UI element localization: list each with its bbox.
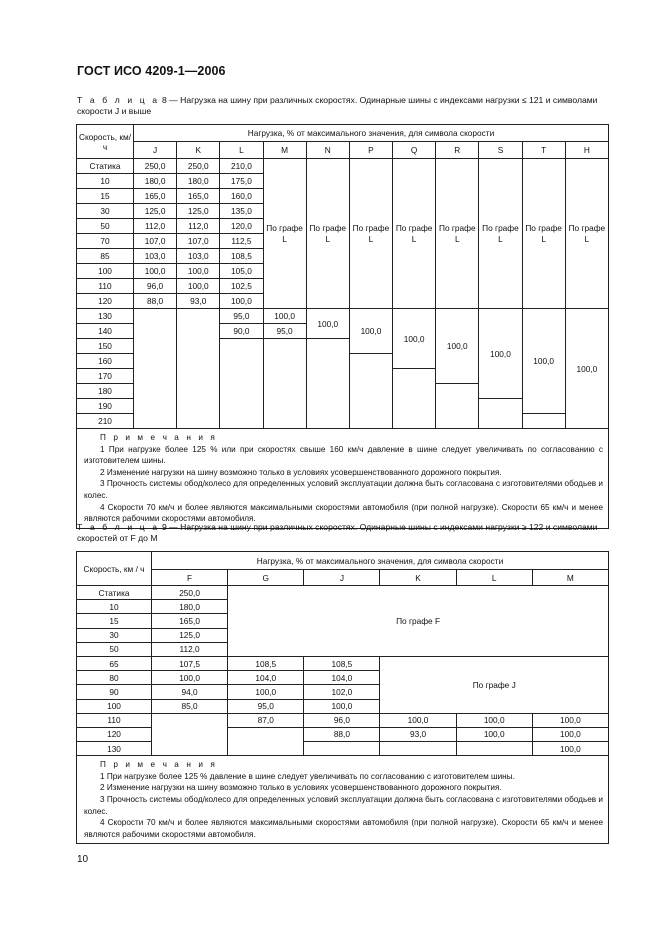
speed-cell: 100 <box>77 699 152 713</box>
table-cell <box>380 742 456 756</box>
table-cell: 100,0 <box>220 294 263 309</box>
note-text: 2 Изменение нагрузки на шину возможно только в условиях усовершенствованного дорожного покрытия. <box>100 783 502 793</box>
table-cell: 102,5 <box>220 279 263 294</box>
speed-cell: 10 <box>77 600 152 614</box>
per-column-cell: По графе F <box>228 586 609 657</box>
symbol-header: Q <box>393 142 436 159</box>
page-number: 10 <box>77 854 89 865</box>
table9 <box>76 551 609 844</box>
speed-cell: 130 <box>77 309 134 324</box>
table-cell: 250,0 <box>134 159 177 174</box>
table-cell: 100,0 <box>263 309 306 324</box>
dash-cell <box>479 399 522 429</box>
note-text: 2 Изменение нагрузки на шину возможно только в условиях усовершенствованного дорожного покрытия. <box>100 467 502 477</box>
symbol-header: M <box>263 142 306 159</box>
speed-cell: 110 <box>77 713 152 727</box>
speed-cell: 90 <box>77 685 152 699</box>
speed-cell: 160 <box>77 354 134 369</box>
table-cell <box>456 742 532 756</box>
table-cell: 88,0 <box>304 727 380 741</box>
symbol-header: K <box>380 570 456 586</box>
table9-caption-text: 9 — Нагрузка на шину при различных скоростях. Одинарные шины с индексами нагрузки ≥ 122 и символами скоростей от F до M <box>77 522 598 543</box>
table-row <box>77 309 609 324</box>
table-cell: 93,0 <box>380 727 456 741</box>
symbol-header: L <box>456 570 532 586</box>
table-cell: 95,0 <box>263 324 306 339</box>
table8-notes <box>77 429 609 529</box>
table-cell: 100,0 <box>349 309 392 354</box>
dash-cell <box>220 339 263 429</box>
table-cell: 175,0 <box>220 174 263 189</box>
table-cell: 112,0 <box>152 642 228 656</box>
table8-caption <box>77 95 613 117</box>
symbol-header: P <box>349 142 392 159</box>
speed-cell: 85 <box>77 249 134 264</box>
note-text: 1 При нагрузке более 125 % давление в шине следует увеличивать по согласованию с изготовителем шины. <box>100 771 515 781</box>
table-cell: 108,5 <box>220 249 263 264</box>
speed-cell: 50 <box>77 642 152 656</box>
symbol-header: J <box>134 142 177 159</box>
table-row <box>77 142 609 159</box>
speed-cell: 30 <box>77 204 134 219</box>
table-cell: 100,0 <box>177 279 220 294</box>
table-cell: 100,0 <box>479 309 522 399</box>
table-cell: 250,0 <box>177 159 220 174</box>
table-row <box>77 656 609 670</box>
symbol-header: M <box>532 570 608 586</box>
table-cell: 93,0 <box>177 294 220 309</box>
symbol-header: G <box>228 570 304 586</box>
table8 <box>76 124 609 529</box>
dash-cell <box>349 354 392 429</box>
note-text: 1 При нагрузке более 125 % или при скоростях свыше 160 км/ч давление в шине следует увеличивать по согласованию с изготовителем шины. <box>84 444 603 466</box>
table-cell: 100,0 <box>456 727 532 741</box>
table-cell: 104,0 <box>304 671 380 685</box>
table-cell: 120,0 <box>220 219 263 234</box>
table-cell: 105,0 <box>220 264 263 279</box>
table-row <box>77 586 609 600</box>
table-cell: 135,0 <box>220 204 263 219</box>
symbol-header: K <box>177 142 220 159</box>
symbol-header: F <box>152 570 228 586</box>
dash-cell <box>306 339 349 429</box>
table-cell: 125,0 <box>134 204 177 219</box>
dash-cell <box>228 727 304 755</box>
notes-title: П р и м е ч а н и я <box>100 760 218 770</box>
speed-cell: 80 <box>77 671 152 685</box>
dash-cell <box>134 309 177 429</box>
table-cell: 180,0 <box>134 174 177 189</box>
table-cell: 108,5 <box>228 656 304 670</box>
table-cell: 103,0 <box>177 249 220 264</box>
note-text: 4 Скорости 70 км/ч и более являются максимальными скоростями автомобиля (при полной нагрузке). Скорости 65 км/ч и менее являются рабочими скоростями автомобиля. <box>84 818 603 839</box>
per-column-cell: По графе J <box>380 656 609 713</box>
table-cell: 165,0 <box>134 189 177 204</box>
speed-cell: 130 <box>77 742 152 756</box>
table-cell: 210,0 <box>220 159 263 174</box>
table-cell: 96,0 <box>304 713 380 727</box>
table-cell: 100,0 <box>532 742 608 756</box>
document-header: ГОСТ ИСО 4209-1—2006 <box>77 64 226 78</box>
dash-cell <box>177 309 220 429</box>
table-cell: 88,0 <box>134 294 177 309</box>
table-cell: 103,0 <box>134 249 177 264</box>
table-cell: 96,0 <box>134 279 177 294</box>
speed-cell: 210 <box>77 414 134 429</box>
load-header: Нагрузка, % от максимального значения, для символа скорости <box>152 552 609 570</box>
note-text: 4 Скорости 70 км/ч и более являются максимальными скоростями автомобиля (при полной нагрузке). Скорости 65 км/ч и менее являются рабочими скоростями автомобиля. <box>84 502 603 524</box>
table-cell: 85,0 <box>152 699 228 713</box>
table-cell: 100,0 <box>134 264 177 279</box>
speed-cell: 120 <box>77 727 152 741</box>
table8-caption-prefix: Т а б л и ц а <box>77 95 160 105</box>
table-row <box>77 570 609 586</box>
table-row <box>77 159 609 174</box>
speed-cell: 120 <box>77 294 134 309</box>
table-cell: 112,0 <box>177 219 220 234</box>
table-cell: 100,0 <box>436 309 479 384</box>
table-cell: 112,5 <box>220 234 263 249</box>
table-cell <box>304 742 380 756</box>
table-cell: 160,0 <box>220 189 263 204</box>
speed-cell: 15 <box>77 189 134 204</box>
table-cell: 250,0 <box>152 586 228 600</box>
speed-cell: 30 <box>77 628 152 642</box>
table-cell: 94,0 <box>152 685 228 699</box>
table-cell: 100,0 <box>522 309 565 414</box>
table-cell: 107,5 <box>152 656 228 670</box>
speed-header: Скорость, км/ч <box>77 125 134 159</box>
symbol-header: H <box>565 142 608 159</box>
table-cell: 100,0 <box>177 264 220 279</box>
table-cell: 108,5 <box>304 656 380 670</box>
table-cell: 95,0 <box>228 699 304 713</box>
table-cell: 100,0 <box>152 671 228 685</box>
table-cell: 180,0 <box>152 600 228 614</box>
table-cell: 125,0 <box>152 628 228 642</box>
table9-caption <box>77 522 613 544</box>
table-cell: 100,0 <box>532 713 608 727</box>
speed-cell: 70 <box>77 234 134 249</box>
symbol-header: R <box>436 142 479 159</box>
table-cell: 100,0 <box>380 713 456 727</box>
table-cell: 107,0 <box>177 234 220 249</box>
table-cell: 100,0 <box>456 713 532 727</box>
symbol-header: J <box>304 570 380 586</box>
table-cell: 100,0 <box>304 699 380 713</box>
symbol-header: T <box>522 142 565 159</box>
dash-cell <box>152 713 228 756</box>
speed-cell: 15 <box>77 614 152 628</box>
per-column-cell: По графе L <box>436 159 479 309</box>
table-cell: 107,0 <box>134 234 177 249</box>
table-cell: 100,0 <box>306 309 349 339</box>
per-column-cell: По графе L <box>479 159 522 309</box>
table-cell: 100,0 <box>393 309 436 369</box>
per-column-cell: По графе L <box>565 159 608 309</box>
speed-header: Скорость, км / ч <box>77 552 152 586</box>
symbol-header: N <box>306 142 349 159</box>
load-header: Нагрузка, % от максимального значения, для символа скорости <box>134 125 609 142</box>
per-column-cell: По графе L <box>306 159 349 309</box>
speed-cell: 110 <box>77 279 134 294</box>
table-cell: 104,0 <box>228 671 304 685</box>
table-cell: 112,0 <box>134 219 177 234</box>
speed-cell: 180 <box>77 384 134 399</box>
speed-cell: 50 <box>77 219 134 234</box>
speed-cell: 150 <box>77 339 134 354</box>
table-cell: 125,0 <box>177 204 220 219</box>
speed-cell: 170 <box>77 369 134 384</box>
per-column-cell: По графе L <box>263 159 306 309</box>
table-cell: 165,0 <box>152 614 228 628</box>
speed-cell: 65 <box>77 656 152 670</box>
table-cell: 100,0 <box>532 727 608 741</box>
notes-title: П р и м е ч а н и я <box>100 433 218 442</box>
dash-cell <box>522 414 565 429</box>
table8-caption-text: 8 — Нагрузка на шину при различных скоростях. Одинарные шины с индексами нагрузки ≤ 121 и символами скорости J и выше <box>77 95 598 116</box>
per-column-cell: По графе L <box>522 159 565 309</box>
table-row <box>77 552 609 570</box>
table-row <box>77 429 609 529</box>
table-cell: 102,0 <box>304 685 380 699</box>
note-text: 3 Прочность системы обод/колесо для определенных условий эксплуатации должна быть согласована с изготовителями ободьев и колес. <box>84 479 603 500</box>
per-column-cell: По графе L <box>393 159 436 309</box>
speed-cell: 190 <box>77 399 134 414</box>
table-row <box>77 125 609 142</box>
per-column-cell: По графе L <box>349 159 392 309</box>
symbol-header: S <box>479 142 522 159</box>
table-cell: 180,0 <box>177 174 220 189</box>
table-cell: 100,0 <box>228 685 304 699</box>
speed-cell: 140 <box>77 324 134 339</box>
table-cell: 100,0 <box>565 309 608 429</box>
dash-cell <box>436 384 479 429</box>
speed-cell: 10 <box>77 174 134 189</box>
table9-notes <box>77 756 609 844</box>
table-cell: 95,0 <box>220 309 263 324</box>
speed-cell: Статика <box>77 586 152 600</box>
table-cell: 90,0 <box>220 324 263 339</box>
speed-cell: Статика <box>77 159 134 174</box>
speed-cell: 100 <box>77 264 134 279</box>
note-text: 3 Прочность системы обод/колесо для определенных условий эксплуатации должна быть согласована с изготовителями ободьев и колес. <box>84 795 603 816</box>
table-row <box>77 756 609 844</box>
symbol-header: L <box>220 142 263 159</box>
dash-cell <box>263 339 306 429</box>
dash-cell <box>393 369 436 429</box>
table-cell: 165,0 <box>177 189 220 204</box>
table9-caption-prefix: Т а б л и ц а <box>77 522 160 532</box>
table-row <box>77 713 609 727</box>
table-cell: 87,0 <box>228 713 304 727</box>
